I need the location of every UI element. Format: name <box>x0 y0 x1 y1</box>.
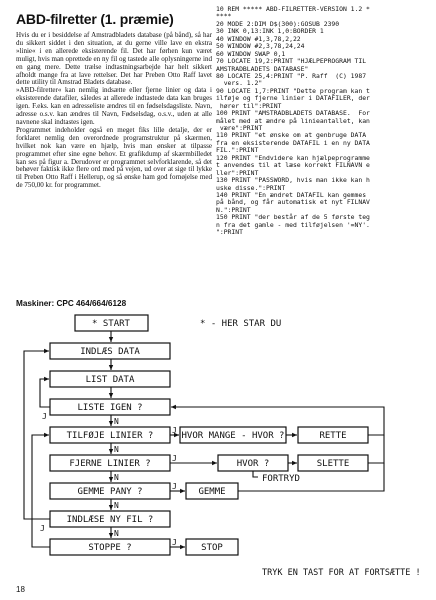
listing-line: 90 LOCATE 1,7:PRINT "Dette program kan t <box>216 86 370 95</box>
listing-line: uske disse.":PRINT <box>216 183 286 192</box>
listing-line: være":PRINT <box>216 124 263 132</box>
listing-line: 10 REM ***** ABD-FILRETTER-VERSION 1.2 * <box>216 5 370 13</box>
listing-line: 50 WINDOW #2,3,78,24,24 <box>216 42 305 51</box>
flow-delete: SLETTE <box>316 459 350 469</box>
listing-line: 120 PRINT "Endvidere kan hjælpeprogramme <box>216 153 370 162</box>
press-key-prompt: TRYK EN TAST FOR AT FORTSÆTTE ! <box>262 568 421 578</box>
flow-add-lines: TILFØJE LINIER ? <box>66 431 154 441</box>
listing-line: målet med at ændre på linieantallet, kan <box>216 116 370 125</box>
listing-line: vers. 1.2" <box>216 79 263 88</box>
listing-line: ller":PRINT <box>216 168 259 177</box>
flow-edit: RETTE <box>319 431 347 441</box>
listing-line: t anvendes til at læse korrekt FILNAVN e <box>216 161 370 170</box>
listing-line: 60 WINDOW SWAP 0,1 <box>216 49 286 58</box>
article-body <box>16 32 212 190</box>
listing-line: 140 PRINT "En ændret DATAFIL kan gemmes <box>216 190 367 199</box>
listing-line: AMSTRADBLADETS DATABASE" <box>216 64 309 73</box>
listing-line: 20 MODE 2:DIM D$(300):GOSUB 2390 <box>216 19 340 28</box>
article-title: ABD-filretter (1. præmie) <box>16 11 174 27</box>
flow-no-label: N <box>114 529 119 538</box>
listing-line: ilføje og fjerne linier i DATAFILER, der <box>216 94 370 103</box>
flow-here-label: * - HER STAR DU <box>200 319 282 329</box>
listing-line: 130 PRINT "PASSWORD, hvis man ikke kan h <box>216 176 370 185</box>
flow-list-again: LISTE IGEN ? <box>77 403 143 413</box>
flow-stop-question: STOPPE ? <box>88 543 132 553</box>
flow-list-data: LIST DATA <box>85 375 135 385</box>
listing-line: hører til":PRINT <box>216 101 282 110</box>
flow-yes-label: J <box>42 412 47 421</box>
flow-remove-lines: FJERNE LINIER ? <box>69 459 151 469</box>
flow-start-label: * START <box>92 319 130 329</box>
listing-line: 110 PRINT "et ønske om at genbruge DATA <box>216 131 367 140</box>
listing-line: **** <box>216 12 232 21</box>
flow-load-new-file: INDLÆSE NY FIL ? <box>66 515 154 525</box>
flow-save-new: GEMME PANY ? <box>77 487 143 497</box>
article-paragraph: »ABD-filretter« kan nemlig indsætte eller fjerne linier og data i eksisterende datafiler, således at allerede indtastede data kan bruges igen. F.eks. kan en adresseliste ændres til en fødselsdagsliste. Navn, adresse o.s.v. kan ændres til Navn, Fødselsdag, o.s.v., uden at alle navnene skal indtastes igen. <box>16 86 212 126</box>
program-flowchart <box>0 305 436 585</box>
flow-undo: FORTRYD <box>262 474 300 484</box>
basic-listing <box>216 6 426 237</box>
listing-line: på bånd, og får automatisk et nyt FILNAV <box>216 198 370 207</box>
listing-line: FIL.":PRINT <box>216 146 259 155</box>
listing-line: 150 PRINT "der består af de 5 første teg <box>216 213 370 222</box>
listing-line: 80 LOCATE 25,4:PRINT "P. Raff (C) 1987 <box>216 71 367 80</box>
listing-line: n fra det gamle - med tilføjelsen '=NY'. <box>216 220 370 229</box>
flow-no-label: N <box>114 473 119 482</box>
page-number: 18 <box>16 585 25 594</box>
flow-yes-label: J <box>172 454 177 463</box>
flow-no-label: N <box>114 417 119 426</box>
listing-line: 40 WINDOW #1,3,78,2,22 <box>216 34 301 43</box>
machines-line: Maskiner: CPC 464/664/6128 <box>16 299 127 308</box>
listing-line: ":PRINT <box>216 228 243 237</box>
flow-no-label: N <box>114 501 119 510</box>
flow-stop: STOP <box>201 543 223 553</box>
listing-line: 30 INK 0,13:INK 1,0:BORDER 1 <box>216 27 324 36</box>
listing-line: fra en eksisterende DATAFIL i en ny DATA <box>216 138 370 147</box>
flow-where: HVOR ? <box>236 459 270 469</box>
listing-line: 70 LOCATE 19,2:PRINT "HJÆLPEPROGRAM TIL <box>216 57 367 66</box>
listing-line: 100 PRINT "AMSTRADBLADETS DATABASE. For <box>216 109 370 118</box>
article-paragraph: Hvis du er i besiddelse af Amstradbladets database (på bånd), så har du sikkert siddet i den situation, at du gerne ville lave en ekstra »linie« i en allerede eksisterende fil. Det har førhen kun været muligt, hvis man oprettede en ny fil og tastede alle oplysningerne ind en gang mere. Dette trælse indtastningsarbejde har helt sikkert afholdt mange fra at lave rettelser. Det har Preben Otto Raff lavet dette utility til Amstrad Bladets database. <box>16 31 212 87</box>
flow-how-many: HVOR MANGE - HVOR ? <box>181 431 285 441</box>
flow-yes-label: J <box>172 482 177 491</box>
flow-no-label: N <box>114 445 119 454</box>
flow-yes-label: J <box>172 426 177 435</box>
listing-line: N.":PRINT <box>216 205 251 214</box>
article-paragraph: Programmet indeholder også en meget fiks lille detalje, der er forklaret nemlig den overordnede programstruktur på skærmen, hvilket nok kan være en hjælp, hvis man ønsker at tilpasse programmet efter sine egne behov. Et grafikdump af skærmbilledet kan ses på figur a. Derudover er programmet selvforklarende, så det behøver faktisk ikke flere ord med på vejen, ud over at sige til lykke til Preben Otto Raff i Hellerup, og så ønske ham god fornøjelse med de 750,00 kr. for programmet. <box>16 125 212 190</box>
flow-yes-label: J <box>40 524 45 533</box>
flow-save: GEMME <box>198 487 226 497</box>
flow-yes-label: J <box>172 538 177 547</box>
flow-load-data: INDLÆS DATA <box>80 347 140 357</box>
